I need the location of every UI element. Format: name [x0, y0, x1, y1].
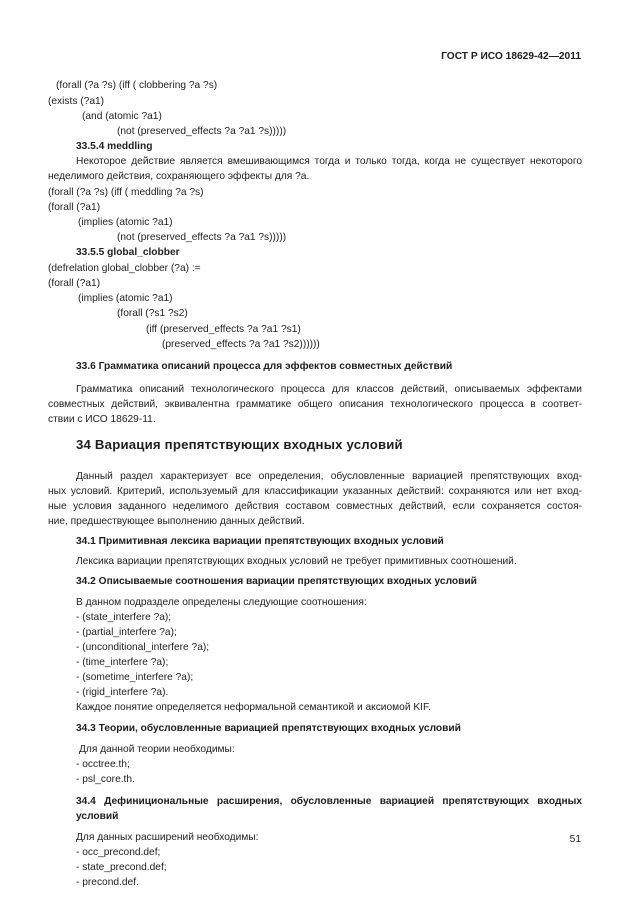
kif-line: (defrelation global_clobber (?a) := [48, 263, 201, 274]
kif-line: (forall (?s1 ?s2) [117, 308, 188, 319]
kif-line: (forall (?a1) [48, 278, 101, 289]
list-item: - (partial_interfere ?a); [76, 627, 177, 638]
paragraph-line: Лексика вариации препятствующих входных условий не требует примитивных соотношений. [76, 556, 517, 567]
subsection-heading: 33.5.5 global_clobber [76, 247, 180, 258]
kif-line: (preserved_effects ?a ?a1 ?s2)))))) [162, 339, 320, 350]
page-number: 51 [569, 834, 581, 845]
standard-header: ГОСТ Р ИСО 18629-42—2011 [441, 51, 581, 62]
paragraph-line: Данный раздел характеризует все определения, обусловленные вариацией препятствующих вход- [76, 471, 582, 482]
paragraph-line: ных условий. Критерий, используемый для классификации указанных действий: сохраняются или нет вход- [48, 486, 582, 497]
paragraph-line: неделимого действия, сохраняющего эффекты для ?а. [48, 171, 310, 182]
paragraph-line: ние, предшествующее выполнению данных действий. [48, 516, 305, 527]
section-heading: 34.4 Дефинициональные расширения, обусловленные вариацией препятствующих входных [76, 796, 582, 807]
list-item: - (unconditional_interfere ?a); [76, 642, 210, 653]
list-item: - (rigid_interfere ?a). [76, 687, 169, 698]
kif-line: (forall (?a ?s) (iff ( meddling ?a ?s) [48, 187, 204, 198]
kif-line: (not (preserved_effects ?a ?a1 ?s))))) [117, 232, 287, 243]
list-item: - (time_interfere ?a); [76, 657, 169, 668]
paragraph-line: Для данной теории необходимы: [79, 744, 235, 755]
kif-line: (exists (?a1) [48, 96, 105, 107]
section-heading: 33.6 Грамматика описаний процесса для эффектов совместных действий [76, 361, 453, 372]
section-heading: 34.2 Описываемые соотношения вариации препятствующих входных условий [76, 576, 477, 587]
list-item: - occtree.th; [76, 759, 130, 770]
list-item: - occ_precond.def; [76, 847, 161, 858]
paragraph-line: Некоторое действие является вмешивающимся тогда и только тогда, когда не существует некоторого [76, 156, 582, 167]
list-item: - psl_core.th. [76, 774, 135, 785]
kif-line: (implies (atomic ?a1) [78, 293, 173, 304]
paragraph-line: ные условия заданного неделимого действия составом совместных действий, если сохраняется состоя- [48, 501, 582, 512]
chapter-heading: 34 Вариация препятствующих входных условий [76, 437, 403, 452]
paragraph-line: совместных действий, эквивалентна грамматике общего описания технологического процесса в соответ- [48, 399, 582, 410]
section-heading: 34.1 Примитивная лексика вариации препятствующих входных условий [76, 536, 444, 547]
kif-line: (forall (?a ?s) (iff ( clobbering ?a ?s) [56, 80, 218, 91]
list-item: - state_precond.def; [76, 862, 167, 873]
list-item: - (state_interfere ?a); [76, 612, 172, 623]
kif-line: (and (atomic ?a1) [82, 111, 162, 122]
subsection-heading: 33.5.4 meddling [76, 141, 153, 152]
section-heading: 34.3 Теории, обусловленные вариацией препятствующих входных условий [76, 723, 461, 734]
paragraph-line: Грамматика описаний технологического процесса для классов действий, описываемых эффектами [76, 384, 582, 395]
kif-line: (not (preserved_effects ?a ?a1 ?s))))) [117, 126, 287, 137]
paragraph-line: ствии с ИСО 18629-11. [48, 414, 156, 425]
section-heading-cont: условий [76, 811, 119, 822]
kif-line: (iff (preserved_effects ?a ?a1 ?s1) [146, 324, 301, 335]
list-item: - precond.def. [76, 877, 139, 888]
paragraph-line: Для данных расширений необходимы: [76, 832, 259, 843]
kif-line: (forall (?a1) [48, 202, 101, 213]
paragraph-line: В данном подразделе определены следующие соотношения: [76, 597, 367, 608]
list-item: - (sometime_interfere ?a); [76, 672, 194, 683]
paragraph-line: Каждое понятие определяется неформальной семантикой и аксиомой KIF. [76, 702, 431, 713]
kif-line: (implies (atomic ?a1) [78, 217, 173, 228]
